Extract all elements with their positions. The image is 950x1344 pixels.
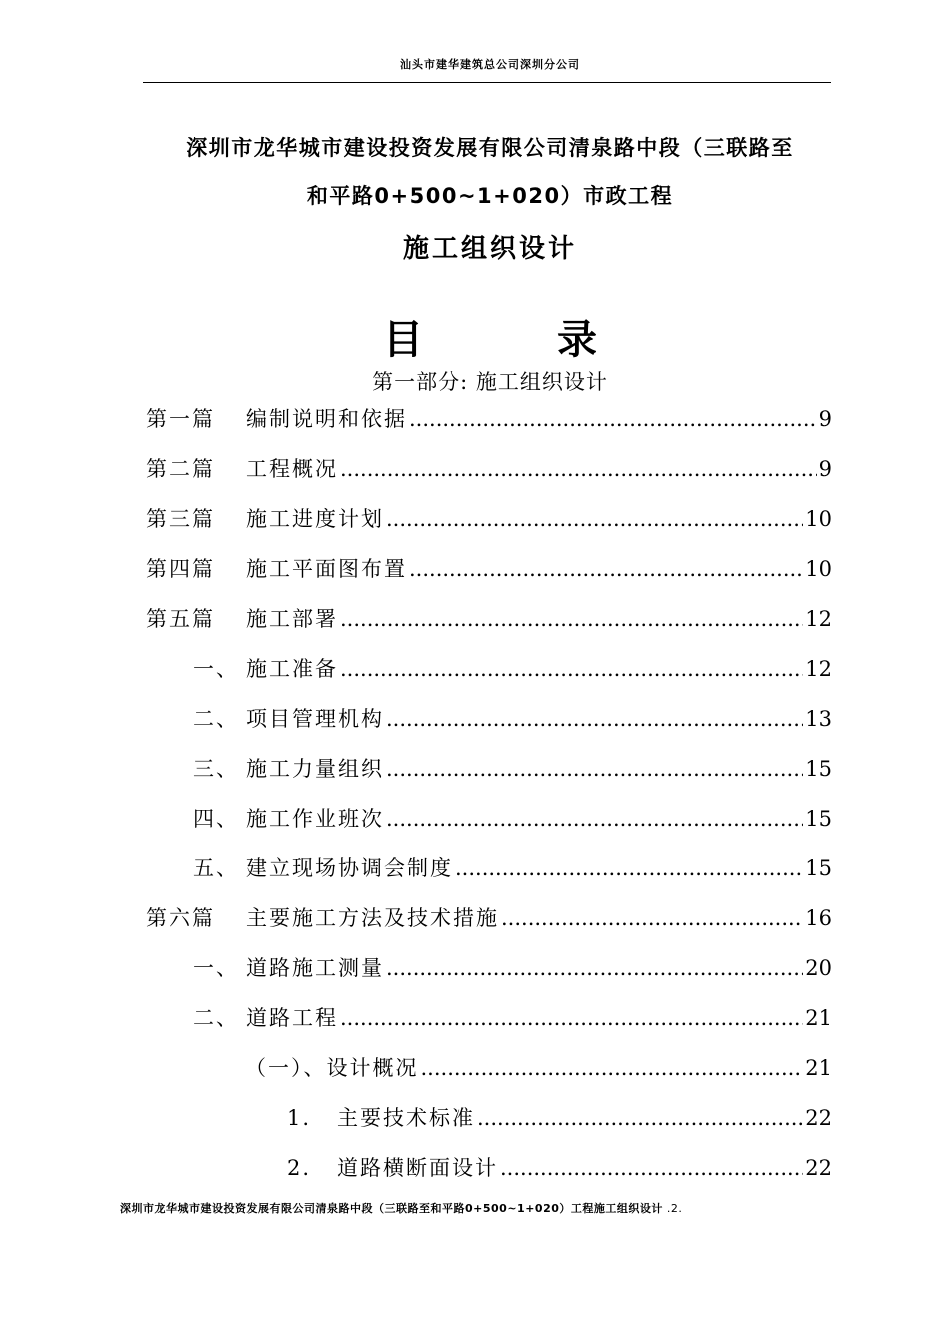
toc-entry[interactable] <box>146 403 832 433</box>
toc-leader-dots <box>501 906 803 930</box>
part-heading: 第一部分: 施工组织设计 <box>372 370 608 394</box>
toc-entry[interactable] <box>146 603 832 633</box>
toc-entry-title: 建立现场协调会制度 <box>246 856 453 880</box>
document-title-line-2: 和平路0+500~1+020）市政工程 <box>306 184 674 208</box>
toc-entry-page: 13 <box>805 707 832 731</box>
toc-entry-page: 21 <box>805 1056 832 1080</box>
toc-leader-dots <box>386 807 803 831</box>
footer-title: 深圳市龙华城市建设投资发展有限公司清泉路中段（三联路至和平路0+500~1+020）工程施工组织设计 <box>120 1202 663 1215</box>
toc-entry-prefix: 1. <box>287 1106 312 1130</box>
toc-leader-dots <box>386 956 803 980</box>
toc-entry-title: 项目管理机构 <box>246 707 384 731</box>
toc-leader-dots <box>477 1106 803 1130</box>
toc-entry-title: 施工作业班次 <box>246 807 384 831</box>
toc-entry-prefix: 第五篇 <box>146 607 215 631</box>
toc-entry[interactable] <box>193 852 832 882</box>
toc-entry-title: 施工进度计划 <box>246 507 384 531</box>
toc-entry-prefix: 五、 <box>193 856 239 880</box>
toc-leader-dots <box>386 707 803 731</box>
toc-entry[interactable] <box>193 753 832 783</box>
toc-entry-title: 道路横断面设计 <box>337 1156 498 1180</box>
toc-entry-page: 15 <box>805 807 832 831</box>
toc-entry[interactable] <box>146 453 832 483</box>
toc-entry[interactable] <box>193 952 832 982</box>
toc-entry-page: 15 <box>805 757 832 781</box>
toc-entry-page: 12 <box>805 607 832 631</box>
header-divider <box>143 82 831 83</box>
toc-entry-prefix: 一、 <box>193 956 239 980</box>
toc-entry[interactable] <box>193 653 832 683</box>
toc-entry-prefix: 二、 <box>193 1006 239 1030</box>
toc-leader-dots <box>500 1156 803 1180</box>
toc-entry-title: 主要技术标准 <box>337 1106 475 1130</box>
toc-entry[interactable] <box>193 1002 832 1032</box>
toc-entry-title: 工程概况 <box>246 457 338 481</box>
toc-entry-title: 道路施工测量 <box>246 956 384 980</box>
toc-entry[interactable] <box>146 553 832 583</box>
toc-leader-dots <box>455 856 803 880</box>
toc-entry-title: （一）、设计概况 <box>245 1056 419 1080</box>
toc-leader-dots <box>409 407 817 431</box>
toc-leader-dots <box>386 507 803 531</box>
toc-entry-title: 施工部署 <box>246 607 338 631</box>
toc-entry-title: 施工力量组织 <box>246 757 384 781</box>
toc-entry-page: 10 <box>805 557 832 581</box>
toc-heading: 目 录 <box>383 317 657 363</box>
document-subtitle: 施工组织设计 <box>402 234 577 264</box>
toc-entry-page: 22 <box>805 1156 832 1180</box>
toc-entry-prefix: 三、 <box>193 757 239 781</box>
toc-entry-title: 道路工程 <box>246 1006 338 1030</box>
toc-entry-prefix: 二、 <box>193 707 239 731</box>
toc-entry[interactable] <box>193 803 832 833</box>
toc-leader-dots <box>340 457 817 481</box>
toc-leader-dots <box>340 607 803 631</box>
toc-entry-page: 12 <box>805 657 832 681</box>
toc-entry-prefix: 第一篇 <box>146 407 215 431</box>
toc-entry-page: 20 <box>805 956 832 980</box>
toc-entry-page: 16 <box>805 906 832 930</box>
toc-entry-title: 施工平面图布置 <box>246 557 407 581</box>
toc-entry[interactable] <box>287 1102 832 1132</box>
toc-entry[interactable] <box>146 503 832 533</box>
toc-entry-page: 21 <box>805 1006 832 1030</box>
toc-leader-dots <box>340 657 803 681</box>
toc-entry-prefix: 第六篇 <box>146 906 215 930</box>
toc-entry-page: 15 <box>805 856 832 880</box>
toc-entry-page: 10 <box>805 507 832 531</box>
toc-entry-title: 施工准备 <box>246 657 338 681</box>
toc-leader-dots <box>409 557 803 581</box>
toc-entry-title: 主要施工方法及技术措施 <box>246 906 499 930</box>
toc-entry-prefix: 一、 <box>193 657 239 681</box>
page-footer <box>120 1200 682 1216</box>
toc-entry[interactable] <box>146 902 832 932</box>
page-header: 汕头市建华建筑总公司深圳分公司 <box>400 58 580 71</box>
toc-entry-prefix: 四、 <box>193 807 239 831</box>
toc-entry-prefix: 第四篇 <box>146 557 215 581</box>
toc-leader-dots <box>340 1006 803 1030</box>
toc-entry[interactable] <box>193 703 832 733</box>
toc-entry-prefix: 第三篇 <box>146 507 215 531</box>
toc-entry-prefix: 第二篇 <box>146 457 215 481</box>
toc-entry[interactable] <box>245 1052 832 1082</box>
footer-page-number: .2. <box>666 1202 683 1215</box>
toc-entry-title: 编制说明和依据 <box>246 407 407 431</box>
toc-leader-dots <box>421 1056 804 1080</box>
toc-entry-prefix: 2. <box>287 1156 312 1180</box>
toc-entry-page: 9 <box>818 457 832 481</box>
document-title-line-1: 深圳市龙华城市建设投资发展有限公司清泉路中段（三联路至 <box>186 136 794 160</box>
toc-entry-page: 22 <box>805 1106 832 1130</box>
toc-leader-dots <box>386 757 803 781</box>
toc-entry[interactable] <box>287 1152 832 1182</box>
toc-entry-page: 9 <box>818 407 832 431</box>
